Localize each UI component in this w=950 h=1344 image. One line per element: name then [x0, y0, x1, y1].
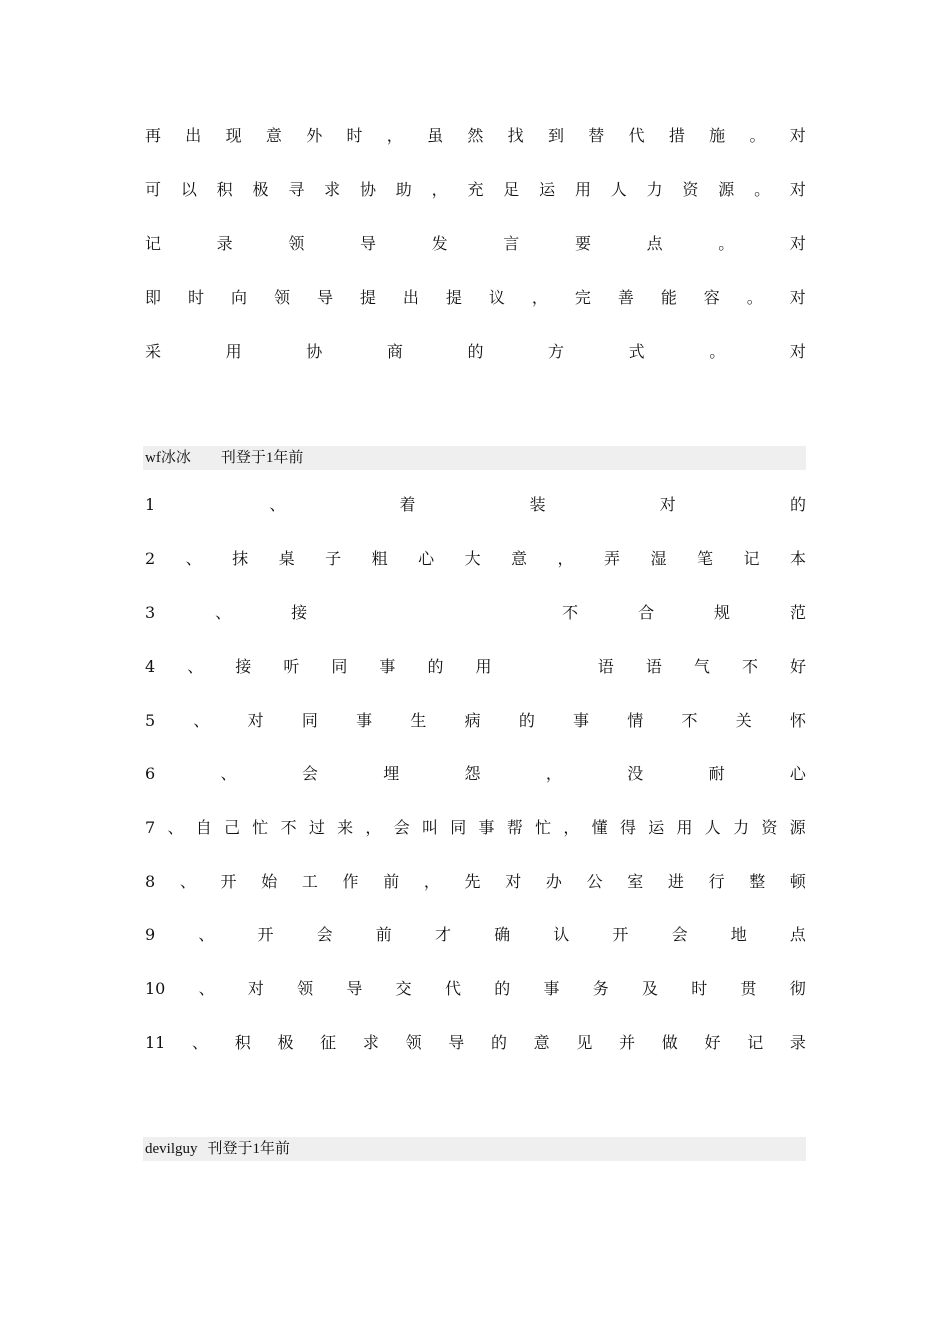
- text-line: 再 出 现 意 外 时 ， 虽 然 找 到 替 代 措 施 。 对: [145, 126, 806, 145]
- comment-author: devilguy: [145, 1141, 198, 1157]
- list-item: 1 、 着 装 对 的: [145, 495, 806, 514]
- list-item: 11 、 积 极 征 求 领 导 的 意 见 并 做 好 记 录: [145, 1033, 806, 1052]
- comment-header: [143, 446, 806, 470]
- text-line: 即 时 向 领 导 提 出 提 议 ， 完 善 能 容 。 对: [145, 288, 806, 307]
- text-line: 记 录 领 导 发 言 要 点 。 对: [145, 234, 806, 253]
- text-line: 可 以 积 极 寻 求 协 助 ， 充 足 运 用 人 力 资 源 。 对: [145, 180, 806, 199]
- list-item: 8 、 开 始 工 作 前 ， 先 对 办 公 室 进 行 整 顿: [145, 872, 806, 891]
- text-line: 采 用 协 商 的 方 式 。 对: [145, 342, 806, 361]
- list-item: 7 、 自 己 忙 不 过 来 ， 会 叫 同 事 帮 忙 ， 懂 得 运 用 人 力 资 源: [145, 818, 806, 837]
- list-item: 4 、 接 听 同 事 的 用 语 语 气 不 好: [145, 657, 806, 676]
- list-item: 2 、 抹 桌 子 粗 心 大 意 ， 弄 湿 笔 记 本: [145, 549, 806, 568]
- comment-header: [143, 1137, 806, 1161]
- list-item: 9 、 开 会 前 才 确 认 开 会 地 点: [145, 925, 806, 944]
- comment-author: wf冰冰: [145, 450, 191, 466]
- list-item: 10 、 对 领 导 交 代 的 事 务 及 时 贯 彻: [145, 979, 806, 998]
- list-item: 3 、 接 不 合 规 范: [145, 603, 806, 622]
- list-item: 5 、 对 同 事 生 病 的 事 情 不 关 怀: [145, 711, 806, 730]
- comment-timestamp: 刊登于1年前: [207, 1141, 291, 1157]
- comment-timestamp: 刊登于1年前: [220, 450, 304, 466]
- list-item: 6 、 会 埋 怨 ， 没 耐 心: [145, 764, 806, 783]
